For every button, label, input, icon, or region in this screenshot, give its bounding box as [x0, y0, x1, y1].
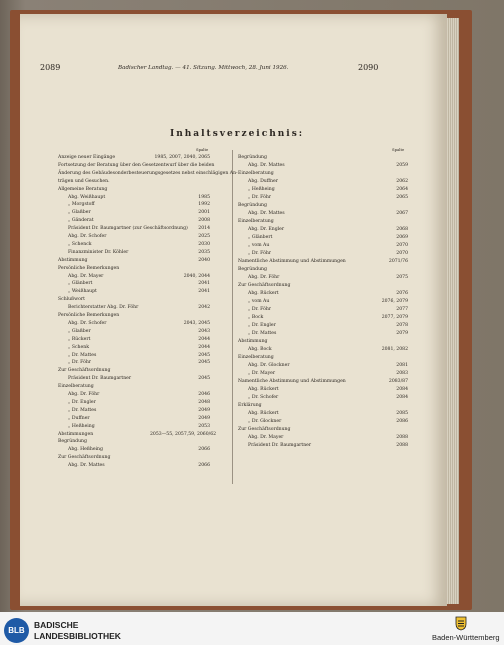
right-col-entry-pages: 2088	[396, 435, 408, 440]
right-col-entry-text: Einzelberatung	[238, 355, 274, 360]
left-col-entry-pages: 2046	[198, 392, 210, 397]
right-col-entry-text: Abg. Dr. Mattes	[248, 163, 285, 168]
left-col-entry-text: Präsident Dr. Baumgartner (zur Geschäftsordnung)	[68, 226, 188, 232]
left-col-entry-text: „ Schenk	[68, 344, 89, 350]
right-col-entry-pages: 2068	[396, 227, 408, 232]
right-col-entry-text: „ Dr. Mattes	[248, 331, 277, 336]
left-col-entry-pages: 1985	[198, 194, 210, 200]
left-col-entry-pages: 2008	[198, 218, 210, 224]
right-col-entry-pages: 2062	[396, 179, 408, 184]
right-col-entry-text: Abg. Rückert	[248, 387, 279, 392]
right-col-entry-pages: 2076	[396, 291, 408, 296]
right-col-entry-pages: 2079	[396, 331, 408, 336]
right-col-entry-pages: 2071/76	[388, 259, 408, 264]
right-col-entry-text: „ Dr. Föhr	[248, 195, 271, 200]
right-col-entry-text: „ Glänbert	[248, 235, 273, 240]
left-col-entry-text: Abg. Dr. Mayer	[68, 273, 104, 279]
left-spalte-label: Spalte	[196, 147, 209, 152]
left-col-entry-pages: 2048	[198, 399, 210, 405]
right-col-entry-text: Zur Geschäftsordnung	[238, 283, 291, 288]
left-col-entry-text: Zur Geschäftsordnung	[58, 455, 111, 461]
library-line-1: BADISCHE	[34, 620, 79, 630]
right-spalte-label: Spalte	[392, 147, 405, 152]
left-col-entry-pages: 2042	[198, 305, 210, 311]
left-col-entry-text: „ Dr. Mattes	[68, 352, 97, 358]
left-col-entry-text: Einzelberatung	[58, 384, 94, 390]
running-title: Badischer Landtag. — 41. Sitzung. Mittwoch, 28. Juni 1926.	[118, 65, 289, 71]
left-col-entry-text: „ Dr. Mattes	[68, 407, 97, 413]
bw-crest-icon	[453, 615, 469, 631]
right-col-entry-pages: 2067	[396, 211, 408, 216]
left-col-entry-text: Abg. Dr. Föhr	[68, 392, 100, 397]
right-col-entry-text: „ vom Au	[248, 299, 270, 304]
left-col-entry-pages: 2066	[198, 447, 210, 453]
left-col-entry-text: Anzeige neuer Eingänge	[58, 155, 116, 160]
left-col-entry-pages: 2044	[198, 336, 210, 342]
left-col-entry-text: Begründung	[58, 439, 87, 445]
right-col-entry-text: „ Dr. Mayer	[248, 371, 276, 376]
left-col-entry-pages: 2025	[198, 234, 210, 239]
right-col-entry-text: „ Bock	[248, 315, 264, 320]
right-col-entry-text: Abg. Dr. Glockner	[248, 363, 290, 368]
blb-logo: BLB	[4, 618, 29, 643]
right-col-entry-pages: 2070	[396, 243, 408, 248]
right-col-entry-pages: 2077	[396, 307, 408, 312]
left-col-entry-text: Abg. Dr. Schofer	[68, 234, 107, 239]
right-col-entry-text: Abg. Dr. Engler	[248, 227, 285, 232]
right-page-number: 2090	[358, 63, 379, 72]
left-col-entry-text: Abstimmungen	[58, 431, 94, 437]
right-col-entry-text: „ Dr. Föhr	[248, 251, 271, 256]
right-col-entry-text: Abg. Dr. Mayer	[248, 435, 284, 440]
left-col-entry-pages: 2045	[198, 376, 210, 382]
right-col-entry-pages: 2084	[396, 387, 408, 392]
left-col-entry-pages: 2035	[198, 249, 210, 255]
left-col-entry-text: „ Dr. Engler	[68, 399, 96, 405]
right-col-entry-pages: 2075	[396, 275, 408, 280]
right-col-entry-text: Namentliche Abstimmung und Abstimmungen	[238, 379, 346, 384]
right-col-entry-text: Abg. Bock	[248, 347, 272, 352]
left-col-entry-pages: 2014	[198, 226, 210, 232]
right-col-entry-pages: 2088	[396, 443, 408, 448]
left-col-entry-text: „ Glaßber	[68, 328, 91, 334]
right-col-entry-text: „ Dr. Glockner	[248, 419, 282, 424]
left-col-entry-pages: 2053—55, 2057,59, 2060/62	[150, 431, 217, 437]
right-col-entry-text: Abstimmung	[238, 339, 268, 344]
left-col-entry-text: Persönliche Bemerkungen	[58, 265, 120, 271]
left-col-entry-text: Abg. Heßheing	[68, 447, 103, 453]
column-divider	[232, 150, 233, 484]
right-col-entry-text: Abg. Dr. Föhr	[248, 275, 280, 280]
right-col-entry-pages: 2084	[396, 395, 408, 400]
left-col-entry-pages: 1985, 2007, 2040, 2065	[154, 155, 210, 160]
right-col-entry-pages: 2077, 2079	[381, 315, 408, 320]
left-col-entry-text: Präsident Dr. Baumgartner	[68, 376, 132, 382]
left-col-entry-pages: 2041	[198, 289, 210, 295]
left-col-entry-pages: 2040	[198, 257, 210, 263]
left-col-entry-text: Zur Geschäftsordnung	[58, 368, 111, 374]
right-col-entry-text: „ Dr. Engler	[248, 323, 276, 328]
bw-label: Baden-Württemberg	[432, 633, 500, 642]
left-col-entry-text: Finanzminister Dr. Köhler	[68, 249, 129, 255]
document-page	[20, 14, 447, 606]
left-col-entry-text: Abg. Dr. Mattes	[68, 463, 105, 469]
right-col-entry-pages: 2086	[396, 419, 408, 424]
left-col-entry-pages: 2049	[198, 415, 210, 421]
left-col-entry-pages: 2045	[198, 352, 210, 358]
right-col-entry-text: Zur Geschäftsordnung	[238, 427, 291, 432]
right-col-entry-pages: 2064	[396, 187, 408, 192]
right-col-entry-pages: 2065	[396, 195, 408, 200]
left-col-entry-pages: 1992	[198, 202, 210, 208]
right-col-entry-text: Namentliche Abstimmung und Abstimmungen	[238, 259, 346, 264]
page-edges	[447, 18, 459, 604]
left-col-entry-pages: 2049	[198, 407, 210, 413]
left-col-entry-text: Änderung des Gebäudesonderbesteuerungsgesetzes nebst einschlägigen An-	[58, 170, 238, 176]
right-col-entry-text: Begründung	[238, 203, 267, 208]
right-col-entry-text: „ Heßheing	[248, 187, 275, 192]
left-col-entry-text: „ Heßheing	[68, 423, 95, 429]
left-col-entry-text: trägen und Gesuchen.	[58, 178, 110, 184]
left-col-entry-pages: 2066	[198, 463, 210, 469]
toc-title: Inhaltsverzeichnis:	[170, 129, 305, 139]
right-col-entry-pages: 2081, 2082	[381, 347, 408, 352]
left-col-entry-pages: 2041	[198, 281, 210, 287]
left-col-entry-pages: 2045	[198, 360, 210, 366]
left-col-entry-text: „ Rückert	[68, 336, 91, 342]
left-col-entry-text: „ Schenck	[68, 241, 92, 247]
right-col-entry-pages: 2085	[396, 411, 408, 416]
right-col-entry-pages: 2083/87	[388, 379, 408, 384]
left-col-entry-pages: 2043	[198, 328, 210, 334]
right-col-entry-text: Abg. Duffner	[248, 179, 278, 184]
left-col-entry-pages: 2043, 2045	[183, 320, 210, 326]
left-col-entry-text: Abg. Dr. Schofer	[68, 320, 107, 326]
right-col-entry-pages: 2076, 2079	[381, 299, 408, 304]
library-name	[34, 620, 121, 642]
library-line-2: LANDESBIBLIOTHEK	[34, 631, 121, 641]
left-col-entry-pages: 2040, 2044	[183, 273, 210, 279]
right-col-entry-text: „ Dr. Föhr	[248, 307, 271, 312]
right-col-entry-text: „ Dr. Schofer	[248, 395, 279, 400]
left-col-entry-pages: 2030	[198, 241, 210, 247]
right-col-entry-text: Präsident Dr. Baumgartner	[248, 443, 312, 448]
left-page-number: 2089	[40, 63, 61, 72]
left-col-entry-text: „ Duffner	[68, 415, 90, 421]
right-col-entry-text: Erklärung	[238, 403, 262, 408]
left-col-entry-text: Allgemeine Beratung	[58, 186, 108, 192]
left-col-entry-text: „ Glänbert	[68, 281, 93, 287]
right-col-entry-text: Einzelberatung	[238, 219, 274, 224]
left-col-entry-pages: 2053	[198, 423, 210, 429]
right-col-entry-pages: 2069	[396, 235, 408, 240]
left-col-entry-text: „ Gänderat	[68, 218, 94, 224]
left-col-entry-pages: 2001	[198, 210, 210, 216]
right-col-entry-pages: 2083	[396, 371, 408, 376]
left-col-entry-text: „ Morgstoff	[68, 202, 95, 208]
right-col-entry-text: Begründung	[238, 267, 267, 272]
left-col-entry-text: Persönliche Bemerkungen	[58, 313, 120, 318]
left-col-entry-text: „ Weißhaupt	[68, 289, 97, 295]
right-col-entry-pages: 2059	[396, 163, 408, 168]
left-col-entry-text: „ Glaßber	[68, 210, 91, 216]
left-col-entry-pages: 2044	[198, 344, 210, 350]
right-col-entry-pages: 2070	[396, 251, 408, 256]
left-col-entry-text: „ Dr. Föhr	[68, 360, 91, 366]
right-col-entry-pages: 2081	[396, 363, 408, 368]
right-col-entry-pages: 2078	[396, 323, 408, 328]
right-col-entry-text: Einzelberatung	[238, 171, 274, 176]
left-col-entry-text: Berichterstatter Abg. Dr. Föhr	[68, 305, 139, 311]
right-col-entry-text: Abg. Rückert	[248, 411, 279, 416]
right-col-entry-text: „ vom Au	[248, 243, 270, 248]
left-col-entry-text: Schlußwort	[58, 297, 85, 303]
left-col-entry-text: Abg. Weißhaupt	[68, 194, 106, 200]
right-col-entry-text: Abg. Rückert	[248, 291, 279, 296]
left-col-entry-text: Abstimmung	[58, 257, 88, 263]
right-col-entry-text: Abg. Dr. Mattes	[248, 211, 285, 216]
left-col-entry-text: Fortsetzung der Beratung über den Gesetzentwurf über die beiden	[58, 162, 215, 168]
right-col-entry-text: Begründung	[238, 155, 267, 160]
